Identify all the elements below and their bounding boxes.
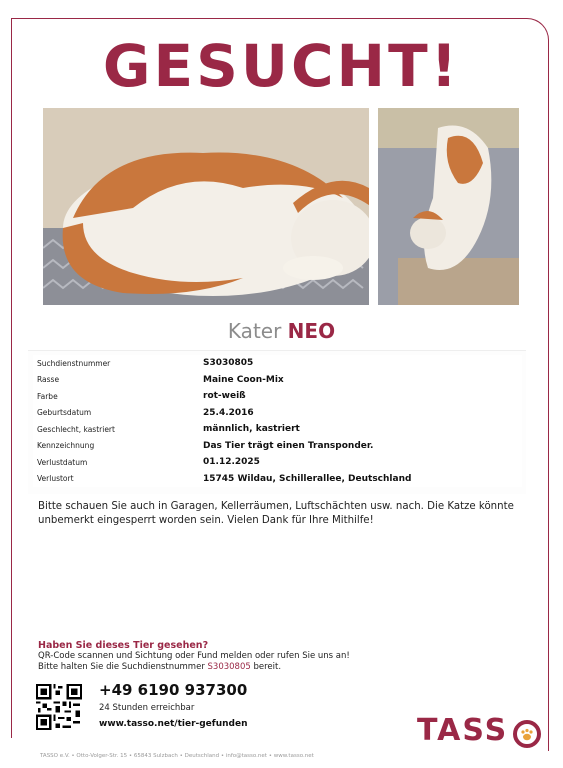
pet-species: Kater — [227, 319, 282, 343]
cta-question: Haben Sie dieses Tier gesehen? — [38, 640, 209, 651]
detail-value: 01.12.2025 — [203, 457, 260, 468]
detail-row — [33, 405, 522, 422]
detail-value: Maine Coon-Mix — [203, 374, 284, 385]
detail-value: Das Tier trägt einen Transponder. — [203, 440, 374, 451]
cat-photo-stretching — [378, 108, 519, 305]
detail-row — [33, 438, 522, 455]
detail-value: 15745 Wildau, Schillerallee, Deutschland — [203, 473, 412, 484]
detail-value: S3030805 — [203, 358, 254, 369]
cta-search-number: S3030805 — [207, 662, 251, 672]
detail-label: Geburtsdatum — [37, 408, 92, 418]
pet-name-heading — [0, 319, 563, 343]
poster-title: GESUCHT! — [102, 32, 461, 100]
footer-address: TASSO e.V. • Otto-Volger-Str. 15 • 65843 Sulzbach • Deutschland • info@tasso.net • www.tasso.net — [40, 753, 314, 759]
detail-label: Rasse — [37, 375, 60, 385]
detail-row — [33, 454, 522, 471]
detail-row — [33, 471, 522, 488]
cta-line-1: QR-Code scannen und Sichtung oder Fund melden oder rufen Sie uns an! — [38, 651, 350, 661]
detail-row — [33, 388, 522, 405]
availability-text: 24 Stunden erreichbar — [99, 703, 195, 713]
tasso-logo: TASS — [417, 713, 509, 748]
detail-value: männlich, kastriert — [203, 424, 300, 435]
detail-label: Suchdienstnummer — [37, 358, 111, 368]
found-pet-link[interactable]: www.tasso.net/tier-gefunden — [99, 719, 248, 729]
detail-label: Geschlecht, kastriert — [37, 424, 115, 434]
details-table — [33, 355, 522, 487]
detail-label: Farbe — [37, 391, 58, 401]
detail-row — [33, 421, 522, 438]
detail-row — [33, 355, 522, 372]
call-to-action — [38, 640, 518, 673]
detail-label: Kennzeichnung — [37, 441, 95, 451]
phone-number[interactable]: +49 6190 937300 — [99, 681, 248, 699]
pet-name: NEO — [287, 319, 336, 343]
detail-row — [33, 372, 522, 389]
search-note: Bitte schauen Sie auch in Garagen, Kellerräumen, Luftschächten usw. nach. Die Katze könnte unbemerkt eingesperrt worden sein. Vielen Dank für Ihre Mithilfe! — [38, 501, 514, 526]
detail-label: Verlustdatum — [37, 457, 88, 467]
cat-photo-sleeping — [43, 108, 369, 305]
paw-logo-icon — [512, 719, 542, 749]
detail-value: 25.4.2016 — [203, 407, 254, 418]
cta-line-2: Bitte halten Sie die Suchdienstnummer S3030805 bereit. — [38, 662, 282, 672]
qr-code-icon[interactable] — [36, 684, 82, 730]
detail-label: Verlustort — [37, 474, 74, 484]
detail-value: rot-weiß — [203, 391, 246, 402]
